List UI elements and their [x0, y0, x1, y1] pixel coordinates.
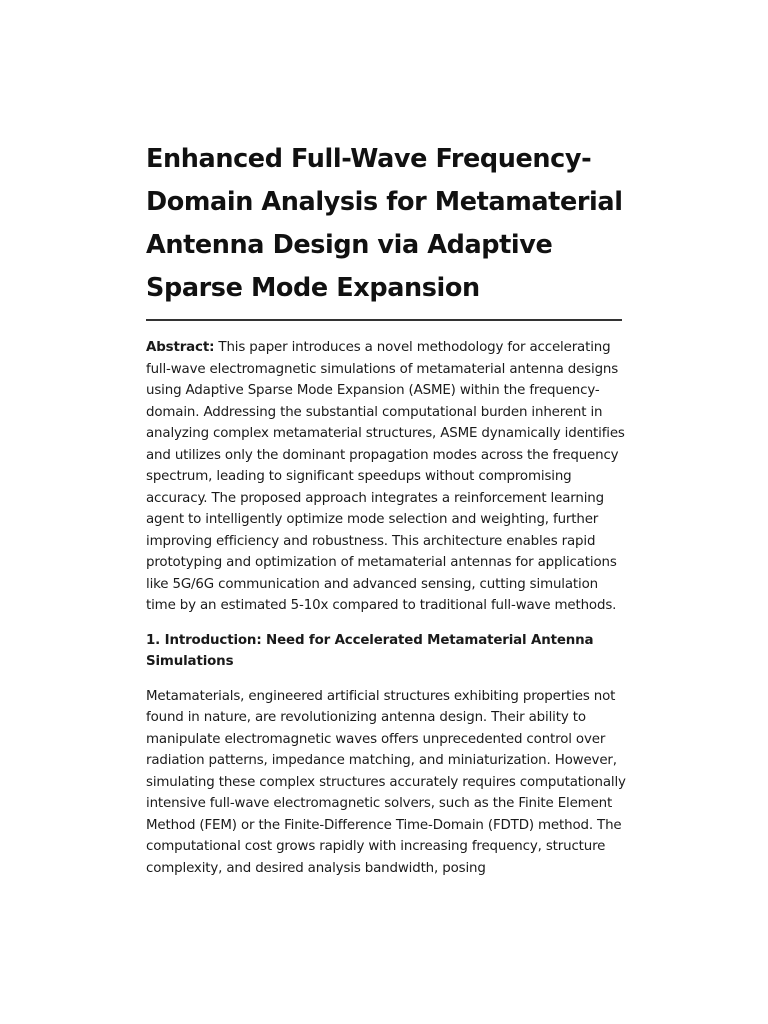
abstract-paragraph	[146, 337, 626, 617]
title-divider	[146, 319, 622, 321]
introduction-paragraph: Metamaterials, engineered artificial structures exhibiting properties not found in nature, are revolutionizing antenna design. Their ability to manipulate electromagnetic waves offers unprecedented control over radiation patterns, impedance matching, and miniaturization. However, simulating these complex structures accurately requires computationally intensive full-wave electromagnetic solvers, such as the Finite Element Method (FEM) or the Finite-Difference Time-Domain (FDTD) method. The computational cost grows rapidly with increasing frequency, structure complexity, and desired analysis bandwidth, posing	[146, 688, 626, 876]
paper-title: Enhanced Full-Wave Frequency-Domain Analysis for Metamaterial Antenna Design via Adaptive Sparse Mode Expansion	[146, 144, 623, 303]
abstract-label: Abstract:	[146, 340, 215, 355]
section-heading-introduction: 1. Introduction: Need for Accelerated Metamaterial Antenna Simulations	[146, 632, 594, 669]
abstract-text: This paper introduces a novel methodology for accelerating full-wave electromagnetic simulations of metamaterial antenna designs using Adaptive Sparse Mode Expansion (ASME) within the frequency-domain. Addressing the substantial computational burden inherent in analyzing complex metamaterial structures, ASME dynamically identifies and utilizes only the dominant propagation modes across the frequency spectrum, leading to significant speedups without compromising accuracy. The proposed approach integrates a reinforcement learning agent to intelligently optimize mode selection and weighting, further improving efficiency and robustness. This architecture enables rapid prototyping and optimization of metamaterial antennas for applications like 5G/6G communication and advanced sensing, cutting simulation time by an estimated 5-10x compared to traditional full-wave methods.	[146, 340, 625, 613]
paper-page	[146, 138, 626, 879]
